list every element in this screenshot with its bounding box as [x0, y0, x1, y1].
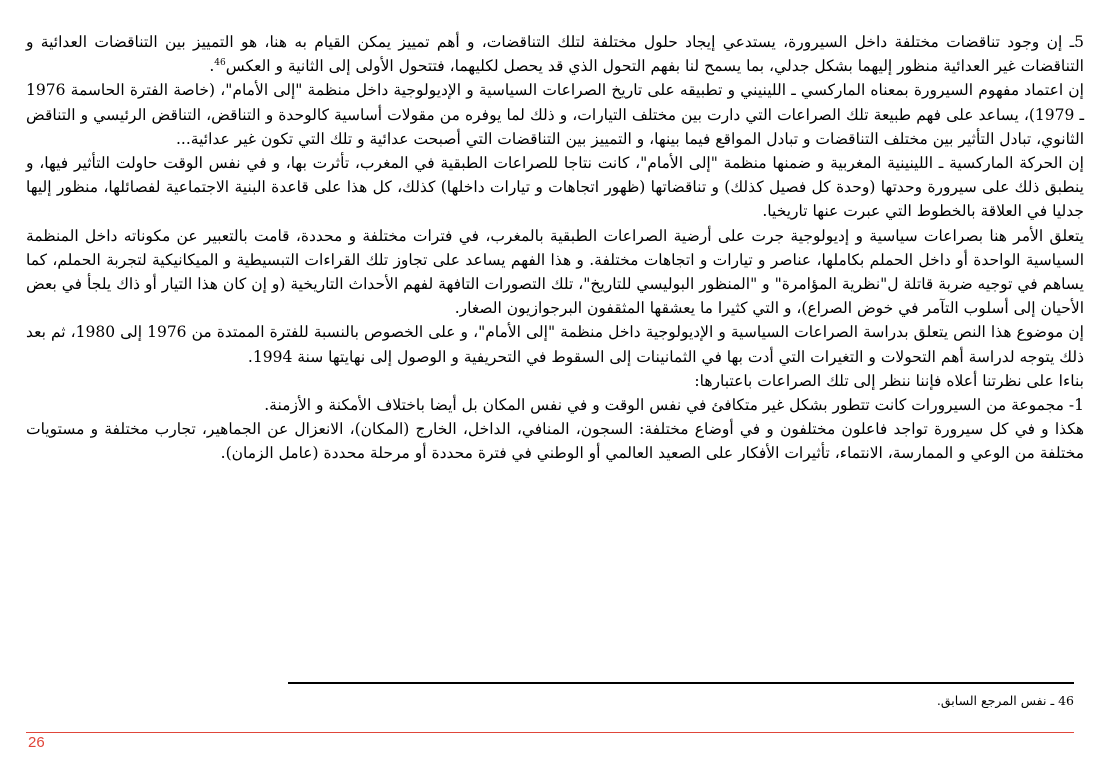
paragraph-1-end: . [209, 57, 215, 76]
page-number: 26 [28, 734, 45, 751]
footnote-divider [288, 682, 1074, 684]
body-text [26, 30, 1084, 466]
footnote: 46 ـ نفس المرجع السابق. [936, 693, 1074, 708]
paragraph-1 [26, 30, 1084, 78]
paragraph-2: إن اعتماد مفهوم السيرورة بمعناه الماركسي ـ اللينيني و تطبيقه على تاريخ الصراعات السياسية و الإديولوجية داخل منظمة "إلى الأمام"، (خاصة الفترة الحاسمة 1976 ـ 1979)، يساعد على فهم طبيعة تلك الصراعات التي دارت بين مختلف التيارات، و ذلك لما يوفره من مقولات أساسية كالوحدة و التناقض، التناقض الرئيسي و التناقض الثانوي، تبادل التأثير بين مختلف التناقضات و تبادل المواقع فيما بينها، و التمييز بين التناقضات التي أصبحت عدائية و تلك التي تكون غير عدائية... [26, 81, 1084, 148]
paragraph-4: يتعلق الأمر هنا بصراعات سياسية و إديولوجية جرت على أرضية الصراعات الطبقية بالمغرب، في فترات مختلفة و محددة، قامت بالتعبير عن مكوناته داخل المنظمة السياسية الواحدة أو داخل الحملم بكاملها، عناصر و تيارات و اتجاهات مختلفة. و هذا الفهم يساعد على تجاوز تلك القراءات التبسيطية و الميكانيكية لتجربة الحملم، كما يساهم في توجيه ضربة قاتلة ل"نظرية المؤامرة" و "المنظور البوليسي للتاريخ"، تلك التصورات التافهة لفهم الأحداث التاريخية (و إن كان هذا التيار أو ذاك يلجأ في بعض الأحيان إلى أسلوب التآمر في خوض الصراع)، و التي كثيرا ما يعشقها المثقفون البرجوازيون الصغار. [26, 226, 1084, 318]
paragraph-7: 1- مجموعة من السيرورات كانت تتطور بشكل غير متكافئ في نفس الوقت و في نفس المكان بل أيضا باختلاف الأمكنة و الأزمنة. [264, 396, 1084, 415]
paragraph-6: بناءا على نظرتنا أعلاه فإننا ننظر إلى تلك الصراعات باعتبارها: [694, 371, 1084, 390]
paragraph-8: هكذا و في كل سيرورة تواجد فاعلون مختلفون و في أوضاع مختلفة: السجون، المنافي، الداخل، الخارج (المكان)، الانعزال عن الجماهير، تجارب مختلفة و مستويات مختلفة من الوعي و الممارسة، الانتماء، تأثيرات الأفكار على الصعيد العالمي أو الوطني في فترة محددة أو مرحلة محددة (عامل الزمان). [26, 420, 1084, 463]
paragraph-3: إن الحركة الماركسية ـ اللينينية المغربية و ضمنها منظمة "إلى الأمام"، كانت نتاجا للصراعات الطبقية في المغرب، تأثرت بها، و في نفس الوقت حاولت التأثير فيها، و ينطبق ذلك على سيرورة وحدتها (وحدة كل فصيل كذلك) و تناقضاتها (ظهور اتجاهات و تيارات داخلها) كذلك، كل هذا على قاعدة البنية الاجتماعية لفصائلها، منظور إليها جدليا في العلاقة بالخطوط التي عبرت عنها تاريخيا. [26, 154, 1084, 221]
page-footer-divider [26, 732, 1074, 733]
paragraph-5: إن موضوع هذا النص يتعلق بدراسة الصراعات السياسية و الإديولوجية داخل منظمة "إلى الأمام"، و على الخصوص بالنسبة للفترة الممتدة من 1976 إلى 1980، ثم بعد ذلك يتوجه لدراسة أهم التحولات و التغيرات التي أدت بها في الثمانينات إلى السقوط في التحريفية و الوصول إلى نهايتها سنة 1994. [26, 323, 1084, 366]
footnote-reference[interactable]: 46 [214, 58, 226, 69]
paragraph-1-text: 5ـ إن وجود تناقضات مختلفة داخل السيرورة، يستدعي إيجاد حلول مختلفة لتلك التناقضات، و أهم تمييز يمكن القيام به هنا، هو التمييز بين التناقضات العدائية و التناقضات غير العدائية منظور إليهما بشكل جدلي، بما يسمح لنا بفهم التحول الذي قد يحصل لكليهما، فتتحول الأولى إلى الثانية و العكس [26, 33, 1084, 76]
